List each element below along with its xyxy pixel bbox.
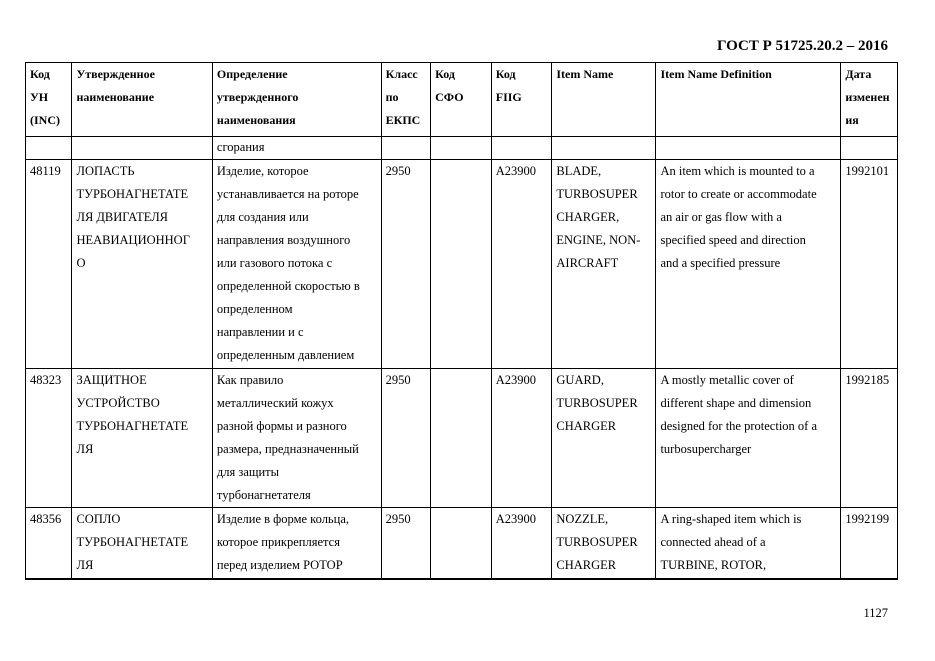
- cell-inc: 48323: [26, 369, 72, 508]
- table-cell: сгорания: [212, 137, 381, 160]
- cell-item-name: GUARD, TURBOSUPER CHARGER: [552, 369, 656, 508]
- nomenclature-table: [25, 62, 898, 580]
- table-row: [26, 508, 898, 580]
- cell-item-name: BLADE, TURBOSUPER CHARGER, ENGINE, NON- AIRCRAFT: [552, 160, 656, 369]
- table-cell: [656, 137, 841, 160]
- cell-sfo: [431, 508, 492, 580]
- cell-item-definition: A ring-shaped item which is connected ahead of a TURBINE, ROTOR,: [656, 508, 841, 580]
- cell-approved-name: СОПЛО ТУРБОНАГНЕТАТЕ ЛЯ: [72, 508, 212, 580]
- column-header-fiig: Код FIIG: [491, 63, 552, 137]
- column-header-approved-name: Утвержденное наименование: [72, 63, 212, 137]
- column-header-item-definition: Item Name Definition: [656, 63, 841, 137]
- page-number: 1127: [863, 606, 888, 620]
- cell-item-definition: A mostly metallic cover of different shape and dimension designed for the protection of a turbosupercharger: [656, 369, 841, 508]
- table-cell: [491, 137, 552, 160]
- cell-class: 2950: [381, 508, 431, 580]
- table-cell: [552, 137, 656, 160]
- column-header-item-name: Item Name: [552, 63, 656, 137]
- standard-designation: ГОСТ Р 51725.20.2 – 2016: [716, 38, 888, 54]
- table-row-continuation: [26, 137, 898, 160]
- cell-definition-ru: Изделие, которое устанавливается на роторе для создания или направления воздушного или газового потока с определенной скоростью в определенном направлении и с определенным давлением: [212, 160, 381, 369]
- cell-approved-name: ЗАЩИТНОЕ УСТРОЙСТВО ТУРБОНАГНЕТАТЕ ЛЯ: [72, 369, 212, 508]
- table-cell: [72, 137, 212, 160]
- cell-item-definition: An item which is mounted to a rotor to create or accommodate an air or gas flow with a specified speed and direction and a specified pressure: [656, 160, 841, 369]
- column-header-definition-ru: Определение утвержденного наименования: [212, 63, 381, 137]
- table-header-row: [26, 63, 898, 137]
- cell-fiig: A23900: [491, 369, 552, 508]
- cell-approved-name: ЛОПАСТЬ ТУРБОНАГНЕТАТЕ ЛЯ ДВИГАТЕЛЯ НЕАВИАЦИОННОГ О: [72, 160, 212, 369]
- cell-inc: 48119: [26, 160, 72, 369]
- cell-date: 1992101: [841, 160, 898, 369]
- table-cell: [841, 137, 898, 160]
- table-row: [26, 369, 898, 508]
- cell-date: 1992199: [841, 508, 898, 580]
- cell-inc: 48356: [26, 508, 72, 580]
- table-cell: [431, 137, 492, 160]
- cell-sfo: [431, 160, 492, 369]
- cell-fiig: A23900: [491, 508, 552, 580]
- column-header-class: Класс по ЕКПС: [381, 63, 431, 137]
- table-cell: [381, 137, 431, 160]
- cell-sfo: [431, 369, 492, 508]
- table-cell: [26, 137, 72, 160]
- table-row: [26, 160, 898, 369]
- column-header-inc: Код УН (INC): [26, 63, 72, 137]
- cell-class: 2950: [381, 160, 431, 369]
- cell-date: 1992185: [841, 369, 898, 508]
- cell-definition-ru: Как правило металлический кожух разной формы и разного размера, предназначенный для защиты турбонагнетателя: [212, 369, 381, 508]
- column-header-date: Дата изменен ия: [841, 63, 898, 137]
- cell-item-name: NOZZLE, TURBOSUPER CHARGER: [552, 508, 656, 580]
- cell-class: 2950: [381, 369, 431, 508]
- cell-definition-ru: Изделие в форме кольца, которое прикрепляется перед изделием РОТОР: [212, 508, 381, 580]
- column-header-sfo: Код СФО: [431, 63, 492, 137]
- cell-fiig: A23900: [491, 160, 552, 369]
